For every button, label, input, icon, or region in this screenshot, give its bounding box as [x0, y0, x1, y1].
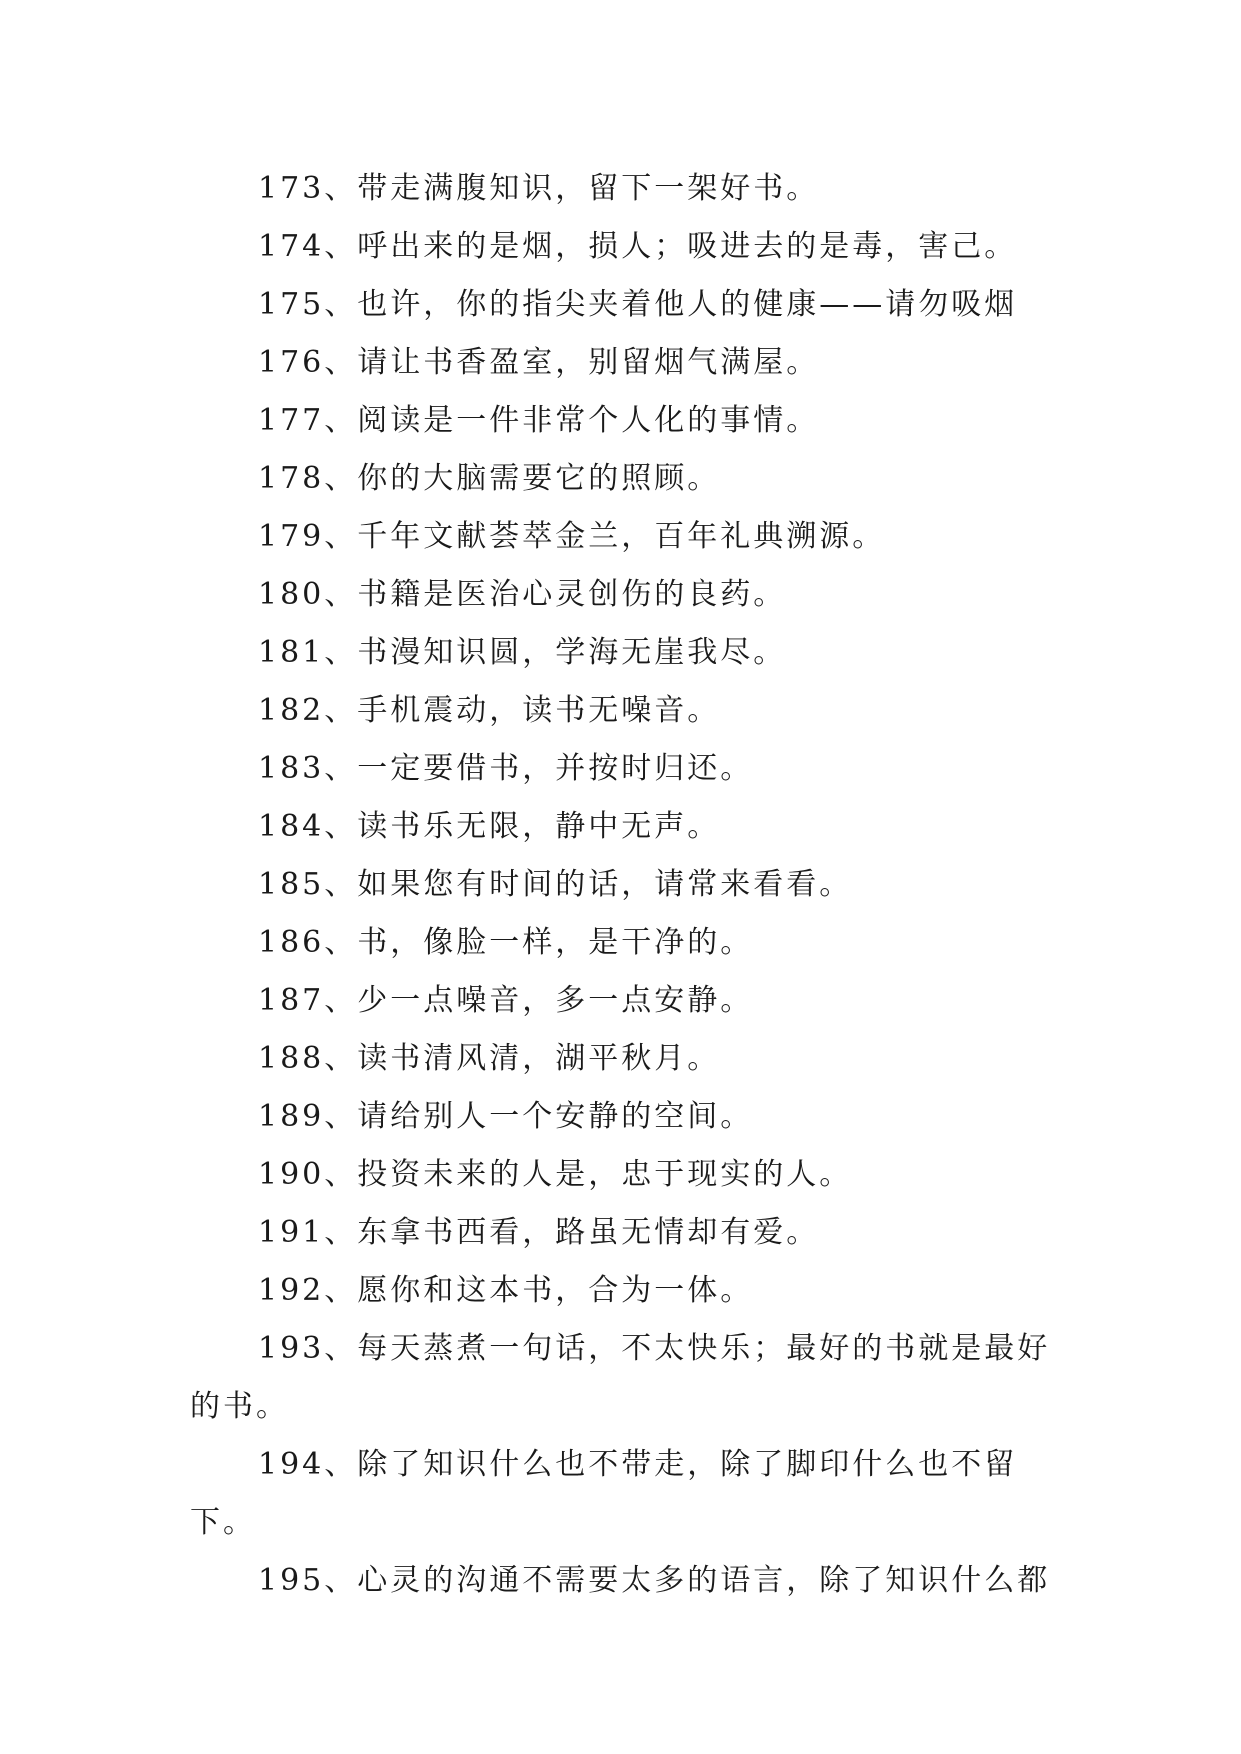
paragraph-189: 189、请给别人一个安静的空间。 — [258, 1099, 754, 1134]
paragraph-190: 190、投资未来的人是，忠于现实的人。 — [258, 1157, 853, 1192]
paragraph-173: 173、带走满腹知识，留下一架好书。 — [258, 171, 820, 206]
paragraph-182: 182、手机震动，读书无噪音。 — [258, 693, 721, 728]
paragraph-179: 179、千年文献荟萃金兰，百年礼典溯源。 — [258, 519, 886, 554]
paragraph-184: 184、读书乐无限，静中无声。 — [258, 809, 721, 844]
paragraph-191: 191、东拿书西看，路虽无情却有爱。 — [258, 1215, 820, 1250]
paragraph-187: 187、少一点噪音，多一点安静。 — [258, 983, 754, 1018]
paragraph-175: 175、也许，你的指尖夹着他人的健康——请勿吸烟 — [258, 287, 1018, 322]
paragraph-181: 181、书漫知识圆，学海无崖我尽。 — [258, 635, 787, 670]
paragraph-180: 180、书籍是医治心灵创伤的良药。 — [258, 577, 787, 612]
paragraph-194: 194、除了知识什么也不带走，除了脚印什么也不留下。 — [190, 1447, 1018, 1540]
paragraph-183: 183、一定要借书，并按时归还。 — [258, 751, 754, 786]
paragraph-174: 174、呼出来的是烟，损人；吸进去的是毒，害己。 — [258, 229, 1018, 264]
paragraph-195: 195、心灵的沟通不需要太多的语言，除了知识什么都 — [258, 1563, 1051, 1598]
paragraph-193: 193、每天蒸煮一句话，不太快乐；最好的书就是最好的书。 — [190, 1331, 1051, 1424]
paragraph-176: 176、请让书香盈室，别留烟气满屋。 — [258, 345, 820, 380]
paragraph-188: 188、读书清风清，湖平秋月。 — [258, 1041, 721, 1076]
paragraph-177: 177、阅读是一件非常个人化的事情。 — [258, 403, 820, 438]
paragraph-178: 178、你的大脑需要它的照顾。 — [258, 461, 721, 496]
paragraph-185: 185、如果您有时间的话，请常来看看。 — [258, 867, 853, 902]
body-text — [190, 160, 1070, 1610]
paragraph-192: 192、愿你和这本书，合为一体。 — [258, 1273, 754, 1308]
paragraph-186: 186、书，像脸一样，是干净的。 — [258, 925, 754, 960]
